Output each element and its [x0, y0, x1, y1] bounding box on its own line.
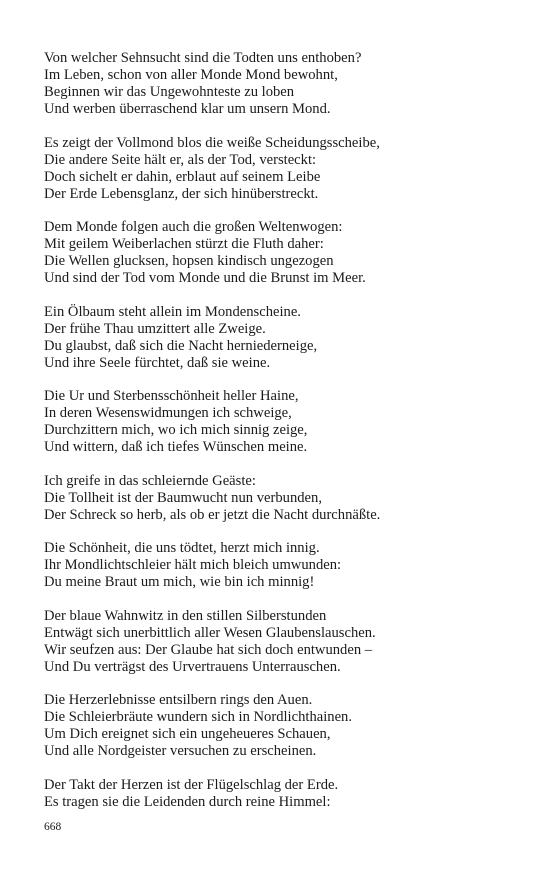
stanza-10 [44, 777, 524, 811]
poem-line: Dem Monde folgen auch die großen Weltenwogen: [44, 219, 343, 235]
poem-line: Die Schleierbräute wundern sich in Nordlichthainen. [44, 709, 352, 725]
poem-line: Der Schreck so herb, als ob er jetzt die Nacht durchnäßte. [44, 506, 381, 523]
poem-text-block [44, 50, 524, 827]
poem-line: Die Wellen glucksen, hopsen kindisch ungezogen [44, 253, 334, 269]
stanza-7 [44, 540, 524, 591]
poem-line: Es tragen sie die Leidenden durch reine Himmel: [44, 793, 331, 810]
poem-line: Der frühe Thau umzittert alle Zweige. [44, 320, 266, 337]
poem-line: Du meine Braut um mich, wie bin ich minnig! [44, 574, 315, 590]
poem-line: Und alle Nordgeister versuchen zu erscheinen. [44, 743, 317, 759]
poem-line: Von welcher Sehnsucht sind die Todten uns enthoben? [44, 50, 362, 66]
stanza-1 [44, 50, 524, 118]
poem-line: Wir seufzen aus: Der Glaube hat sich doch entwunden – [44, 641, 373, 658]
stanza-8 [44, 608, 524, 676]
poem-line: Die Ur und Sterbensschönheit heller Haine, [44, 388, 299, 404]
page-number: 668 [44, 821, 62, 833]
poem-line: In deren Wesenswidmungen ich schweige, [44, 405, 292, 421]
poem-line: Im Leben, schon von aller Monde Mond bewohnt, [44, 67, 338, 83]
poem-line: Der Erde Lebensglanz, der sich hinüberstreckt. [44, 185, 319, 202]
poem-line: Ein Ölbaum steht allein im Mondenscheine. [44, 303, 301, 320]
poem-line: Entwägt sich unerbittlich aller Wesen Glaubenslauschen. [44, 624, 376, 641]
stanza-5 [44, 388, 524, 456]
poem-line: Die Herzerlebnisse entsilbern rings den Auen. [44, 692, 313, 708]
stanza-4 [44, 304, 524, 372]
stanza-2 [44, 135, 524, 203]
poem-line: Durchzittern mich, wo ich mich sinnig zeige, [44, 422, 308, 438]
poem-line: Um Dich ereignet sich ein ungeheueres Schauen, [44, 726, 331, 742]
poem-line: Doch sichelt er dahin, erblaut auf seinem Leibe [44, 168, 321, 185]
poem-line: Und Du verträgst des Urvertrauens Unterrauschen. [44, 658, 341, 675]
stanza-9 [44, 692, 524, 760]
poem-line: Mit geilem Weiberlachen stürzt die Fluth daher: [44, 236, 324, 252]
poem-line: Und wittern, daß ich tiefes Wünschen meine. [44, 439, 308, 455]
poem-line: Der Takt der Herzen ist der Flügelschlag der Erde. [44, 776, 339, 793]
stanza-6 [44, 473, 524, 524]
poem-line: Und sind der Tod vom Monde und die Brunst im Meer. [44, 270, 366, 286]
poem-line: Beginnen wir das Ungewohnteste zu loben [44, 84, 295, 100]
poem-line: Du glaubst, daß sich die Nacht herniederneige, [44, 337, 318, 354]
poem-line: Die Schönheit, die uns tödtet, herzt mich innig. [44, 540, 320, 556]
poem-line: Die Tollheit ist der Baumwucht nun verbunden, [44, 489, 322, 506]
poem-line: Die andere Seite hält er, als der Tod, versteckt: [44, 151, 317, 168]
poem-line: Es zeigt der Vollmond blos die weiße Scheidungsscheibe, [44, 134, 380, 151]
poem-line: Ihr Mondlichtschleier hält mich bleich umwunden: [44, 557, 342, 573]
poem-line: Der blaue Wahnwitz in den stillen Silberstunden [44, 607, 327, 624]
poem-line: Ich greife in das schleiernde Geäste: [44, 472, 256, 489]
poem-line: Und ihre Seele fürchtet, daß sie weine. [44, 354, 271, 371]
poem-line: Und werben überraschend klar um unsern Mond. [44, 101, 331, 117]
stanza-3 [44, 219, 524, 287]
